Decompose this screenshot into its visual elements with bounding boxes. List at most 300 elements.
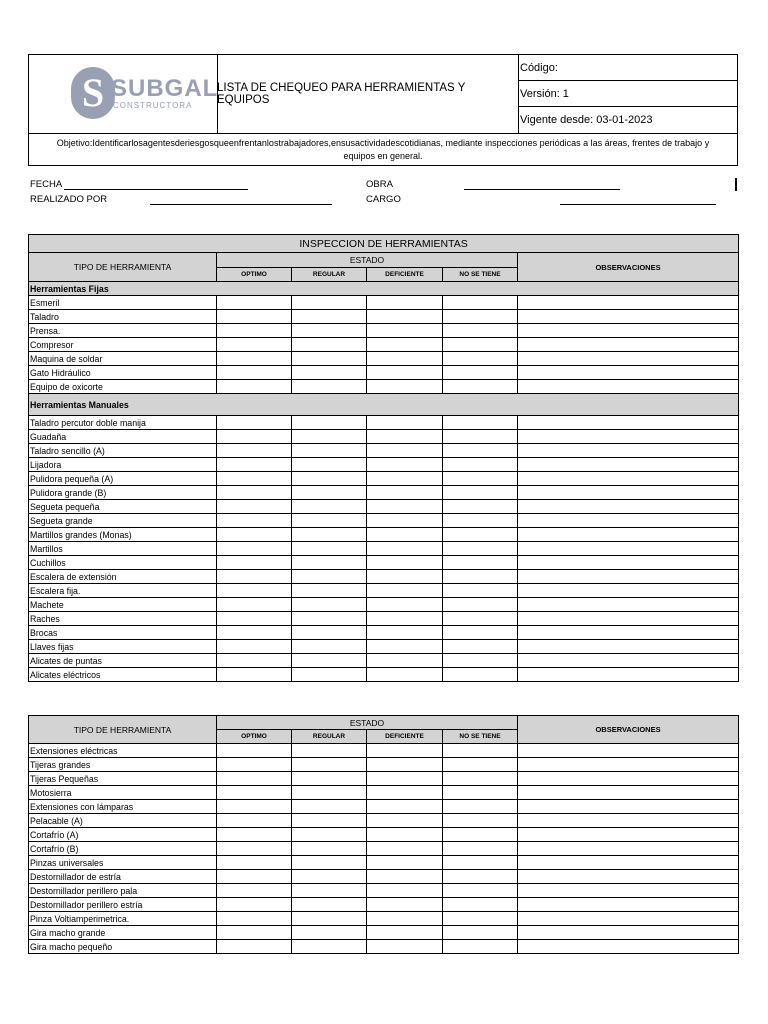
deficiente-cell[interactable] — [367, 380, 443, 394]
table-row — [29, 584, 739, 598]
cargo-label: CARGO — [366, 194, 401, 205]
no-se-tiene-cell[interactable] — [443, 668, 518, 682]
table-row — [29, 324, 739, 338]
no-se-tiene-cell[interactable] — [443, 444, 518, 458]
observaciones-cell[interactable] — [518, 556, 739, 570]
tool-name-cell: Cortafrío (B) — [29, 842, 217, 856]
tool-name-cell: Martillos grandes (Monas) — [29, 528, 217, 542]
table-row — [29, 366, 739, 380]
deficiente-cell[interactable] — [367, 296, 443, 310]
no-se-tiene-cell[interactable] — [443, 758, 518, 772]
deficiente-cell[interactable] — [367, 626, 443, 640]
tool-name-cell: Extensiones eléctricas — [29, 744, 217, 758]
section-row — [29, 394, 739, 416]
observaciones-cell[interactable] — [518, 772, 739, 786]
optimo-cell[interactable] — [217, 296, 292, 310]
deficiente-cell[interactable] — [367, 898, 443, 912]
observaciones-cell[interactable] — [518, 380, 739, 394]
optimo-cell[interactable] — [217, 800, 292, 814]
regular-cell[interactable] — [292, 786, 367, 800]
deficiente-cell[interactable] — [367, 912, 443, 926]
optimo-cell[interactable] — [217, 758, 292, 772]
observaciones-cell[interactable] — [518, 940, 739, 954]
regular-cell[interactable] — [292, 598, 367, 612]
regular-cell[interactable] — [292, 814, 367, 828]
tool-name-cell: Alicates eléctricos — [29, 668, 217, 682]
no-se-tiene-cell[interactable] — [443, 772, 518, 786]
regular-cell[interactable] — [292, 542, 367, 556]
deficiente-cell[interactable] — [367, 542, 443, 556]
observaciones-cell[interactable] — [518, 458, 739, 472]
observaciones-cell[interactable] — [518, 758, 739, 772]
deficiente-cell[interactable] — [367, 842, 443, 856]
no-se-tiene-cell[interactable] — [443, 416, 518, 430]
observaciones-cell[interactable] — [518, 584, 739, 598]
no-se-tiene-cell[interactable] — [443, 940, 518, 954]
obra-label: OBRA — [366, 179, 393, 190]
deficiente-cell[interactable] — [367, 500, 443, 514]
optimo-cell[interactable] — [217, 772, 292, 786]
table-row — [29, 338, 739, 352]
deficiente-cell[interactable] — [367, 352, 443, 366]
optimo-cell[interactable] — [217, 458, 292, 472]
company-logo — [71, 67, 219, 119]
regular-cell[interactable] — [292, 758, 367, 772]
regular-cell[interactable] — [292, 380, 367, 394]
regular-cell[interactable] — [292, 500, 367, 514]
optimo-cell[interactable] — [217, 898, 292, 912]
no-se-tiene-cell[interactable] — [443, 898, 518, 912]
tool-name-cell: Lijadora — [29, 458, 217, 472]
estado-optimo-header: OPTIMO — [217, 268, 292, 282]
estado-optimo-header-2: OPTIMO — [217, 730, 292, 744]
deficiente-cell[interactable] — [367, 870, 443, 884]
section-fijas-label: Herramientas Fijas — [29, 282, 739, 296]
no-se-tiene-cell[interactable] — [443, 626, 518, 640]
col-estado-header-2: ESTADO — [217, 716, 518, 730]
regular-cell[interactable] — [292, 654, 367, 668]
deficiente-cell[interactable] — [367, 640, 443, 654]
deficiente-cell[interactable] — [367, 310, 443, 324]
observaciones-cell[interactable] — [518, 744, 739, 758]
table-row — [29, 296, 739, 310]
optimo-cell[interactable] — [217, 828, 292, 842]
optimo-cell[interactable] — [217, 584, 292, 598]
deficiente-cell[interactable] — [367, 654, 443, 668]
tool-name-cell: Raches — [29, 612, 217, 626]
table-row — [29, 814, 739, 828]
no-se-tiene-cell[interactable] — [443, 640, 518, 654]
tool-name-cell: Pinza Voltiamperimetrica. — [29, 912, 217, 926]
tool-name-cell: Cortafrío (A) — [29, 828, 217, 842]
observaciones-cell[interactable] — [518, 598, 739, 612]
observaciones-cell[interactable] — [518, 814, 739, 828]
inspection-table-1 — [28, 234, 739, 682]
observaciones-cell[interactable] — [518, 668, 739, 682]
deficiente-cell[interactable] — [367, 772, 443, 786]
table-row — [29, 416, 739, 430]
fecha-label: FECHA — [30, 179, 63, 190]
regular-cell[interactable] — [292, 870, 367, 884]
observaciones-cell[interactable] — [518, 338, 739, 352]
regular-cell[interactable] — [292, 898, 367, 912]
tool-name-cell: Destornillador perillero estría — [29, 898, 217, 912]
realizado-input-line[interactable] — [150, 204, 332, 205]
no-se-tiene-cell[interactable] — [443, 584, 518, 598]
no-se-tiene-cell[interactable] — [443, 786, 518, 800]
observaciones-cell[interactable] — [518, 856, 739, 870]
tool-name-cell: Pinzas universales — [29, 856, 217, 870]
no-se-tiene-cell[interactable] — [443, 598, 518, 612]
observaciones-cell[interactable] — [518, 352, 739, 366]
no-se-tiene-cell[interactable] — [443, 654, 518, 668]
no-se-tiene-cell[interactable] — [443, 912, 518, 926]
col-obs-header-2: OBSERVACIONES — [518, 716, 739, 744]
table-row — [29, 870, 739, 884]
optimo-cell[interactable] — [217, 926, 292, 940]
observaciones-cell[interactable] — [518, 430, 739, 444]
tool-name-cell: Segueta grande — [29, 514, 217, 528]
observaciones-cell[interactable] — [518, 870, 739, 884]
regular-cell[interactable] — [292, 856, 367, 870]
estado-nosetiene-header-2: NO SE TIENE — [443, 730, 518, 744]
table-row — [29, 856, 739, 870]
no-se-tiene-cell[interactable] — [443, 310, 518, 324]
optimo-cell[interactable] — [217, 444, 292, 458]
no-se-tiene-cell[interactable] — [443, 338, 518, 352]
deficiente-cell[interactable] — [367, 856, 443, 870]
table-row — [29, 640, 739, 654]
table-row — [29, 786, 739, 800]
optimo-cell[interactable] — [217, 612, 292, 626]
tool-name-cell: Martillos — [29, 542, 217, 556]
optimo-cell[interactable] — [217, 486, 292, 500]
tool-name-cell: Maquina de soldar — [29, 352, 217, 366]
deficiente-cell[interactable] — [367, 366, 443, 380]
tool-name-cell: Tijeras Pequeñas — [29, 772, 217, 786]
tool-name-cell: Alicates de puntas — [29, 654, 217, 668]
optimo-cell[interactable] — [217, 310, 292, 324]
regular-cell[interactable] — [292, 744, 367, 758]
fecha-input-line[interactable] — [64, 189, 248, 190]
regular-cell[interactable] — [292, 940, 367, 954]
regular-cell[interactable] — [292, 324, 367, 338]
optimo-cell[interactable] — [217, 556, 292, 570]
observaciones-cell[interactable] — [518, 296, 739, 310]
estado-regular-header: REGULAR — [292, 268, 367, 282]
regular-cell[interactable] — [292, 912, 367, 926]
regular-cell[interactable] — [292, 486, 367, 500]
table-row — [29, 514, 739, 528]
optimo-cell[interactable] — [217, 912, 292, 926]
no-se-tiene-cell[interactable] — [443, 828, 518, 842]
optimo-cell[interactable] — [217, 940, 292, 954]
table-row — [29, 800, 739, 814]
estado-deficiente-header-2: DEFICIENTE — [367, 730, 443, 744]
table-row — [29, 758, 739, 772]
regular-cell[interactable] — [292, 366, 367, 380]
observaciones-cell[interactable] — [518, 884, 739, 898]
no-se-tiene-cell[interactable] — [443, 926, 518, 940]
observaciones-cell[interactable] — [518, 444, 739, 458]
table-row — [29, 668, 739, 682]
optimo-cell[interactable] — [217, 500, 292, 514]
observaciones-cell[interactable] — [518, 310, 739, 324]
deficiente-cell[interactable] — [367, 486, 443, 500]
observaciones-cell[interactable] — [518, 500, 739, 514]
observaciones-cell[interactable] — [518, 542, 739, 556]
tool-name-cell: Taladro — [29, 310, 217, 324]
observaciones-cell[interactable] — [518, 612, 739, 626]
regular-cell[interactable] — [292, 458, 367, 472]
no-se-tiene-cell[interactable] — [443, 542, 518, 556]
form-header — [28, 54, 738, 134]
regular-cell[interactable] — [292, 352, 367, 366]
observaciones-cell[interactable] — [518, 654, 739, 668]
tool-name-cell: Cuchillos — [29, 556, 217, 570]
optimo-cell[interactable] — [217, 430, 292, 444]
no-se-tiene-cell[interactable] — [443, 486, 518, 500]
no-se-tiene-cell[interactable] — [443, 814, 518, 828]
optimo-cell[interactable] — [217, 366, 292, 380]
deficiente-cell[interactable] — [367, 324, 443, 338]
table-row — [29, 626, 739, 640]
table-row — [29, 612, 739, 626]
tool-name-cell: Guadaña — [29, 430, 217, 444]
col-obs-header: OBSERVACIONES — [518, 253, 739, 282]
observaciones-cell[interactable] — [518, 898, 739, 912]
table-row — [29, 542, 739, 556]
regular-cell[interactable] — [292, 926, 367, 940]
table-row — [29, 458, 739, 472]
col-estado-header: ESTADO — [217, 253, 518, 268]
no-se-tiene-cell[interactable] — [443, 296, 518, 310]
deficiente-cell[interactable] — [367, 430, 443, 444]
optimo-cell[interactable] — [217, 814, 292, 828]
tool-name-cell: Escalera fija. — [29, 584, 217, 598]
no-se-tiene-cell[interactable] — [443, 380, 518, 394]
optimo-cell[interactable] — [217, 416, 292, 430]
deficiente-cell[interactable] — [367, 786, 443, 800]
tool-name-cell: Extensiones con lámparas — [29, 800, 217, 814]
optimo-cell[interactable] — [217, 842, 292, 856]
no-se-tiene-cell[interactable] — [443, 870, 518, 884]
optimo-cell[interactable] — [217, 640, 292, 654]
table-row — [29, 310, 739, 324]
table-row — [29, 744, 739, 758]
no-se-tiene-cell[interactable] — [443, 744, 518, 758]
optimo-cell[interactable] — [217, 542, 292, 556]
no-se-tiene-cell[interactable] — [443, 458, 518, 472]
observaciones-cell[interactable] — [518, 528, 739, 542]
deficiente-cell[interactable] — [367, 458, 443, 472]
vigente-field: Vigente desde: 03-01-2023 — [520, 114, 653, 126]
deficiente-cell[interactable] — [367, 926, 443, 940]
deficiente-cell[interactable] — [367, 444, 443, 458]
observaciones-cell[interactable] — [518, 486, 739, 500]
table-row — [29, 486, 739, 500]
no-se-tiene-cell[interactable] — [443, 570, 518, 584]
estado-deficiente-header: DEFICIENTE — [367, 268, 443, 282]
tool-name-cell: Motosierra — [29, 786, 217, 800]
tool-name-cell: Gira macho grande — [29, 926, 217, 940]
observaciones-cell[interactable] — [518, 324, 739, 338]
table-row — [29, 570, 739, 584]
regular-cell[interactable] — [292, 640, 367, 654]
no-se-tiene-cell[interactable] — [443, 500, 518, 514]
deficiente-cell[interactable] — [367, 598, 443, 612]
optimo-cell[interactable] — [217, 324, 292, 338]
col-tipo-header-2: TIPO DE HERRAMIENTA — [29, 716, 217, 744]
optimo-cell[interactable] — [217, 626, 292, 640]
optimo-cell[interactable] — [217, 870, 292, 884]
regular-cell[interactable] — [292, 556, 367, 570]
optimo-cell[interactable] — [217, 514, 292, 528]
table-row — [29, 556, 739, 570]
no-se-tiene-cell[interactable] — [443, 884, 518, 898]
deficiente-cell[interactable] — [367, 338, 443, 352]
optimo-cell[interactable] — [217, 668, 292, 682]
optimo-cell[interactable] — [217, 352, 292, 366]
table-row — [29, 598, 739, 612]
cargo-input-line[interactable] — [560, 204, 716, 205]
no-se-tiene-cell[interactable] — [443, 324, 518, 338]
version-field: Versión: 1 — [518, 81, 737, 107]
no-se-tiene-cell[interactable] — [443, 352, 518, 366]
optimo-cell[interactable] — [217, 744, 292, 758]
regular-cell[interactable] — [292, 884, 367, 898]
observaciones-cell[interactable] — [518, 800, 739, 814]
deficiente-cell[interactable] — [367, 744, 443, 758]
tool-name-cell: Taladro sencillo (A) — [29, 444, 217, 458]
deficiente-cell[interactable] — [367, 828, 443, 842]
deficiente-cell[interactable] — [367, 940, 443, 954]
no-se-tiene-cell[interactable] — [443, 514, 518, 528]
tool-name-cell: Destornillador perillero pala — [29, 884, 217, 898]
observaciones-cell[interactable] — [518, 514, 739, 528]
observaciones-cell[interactable] — [518, 842, 739, 856]
tool-name-cell: Pelacable (A) — [29, 814, 217, 828]
observaciones-cell[interactable] — [518, 472, 739, 486]
tool-name-cell: Esmeril — [29, 296, 217, 310]
document-title: LISTA DE CHEQUEO PARA HERRAMIENTAS Y EQUIPOS — [217, 55, 519, 133]
regular-cell[interactable] — [292, 800, 367, 814]
regular-cell[interactable] — [292, 310, 367, 324]
codigo-field: Código: — [518, 55, 737, 81]
tool-name-cell: Escalera de extensión — [29, 570, 217, 584]
deficiente-cell[interactable] — [367, 570, 443, 584]
observaciones-cell[interactable] — [518, 640, 739, 654]
deficiente-cell[interactable] — [367, 612, 443, 626]
estado-regular-header-2: REGULAR — [292, 730, 367, 744]
optimo-cell[interactable] — [217, 786, 292, 800]
optimo-cell[interactable] — [217, 598, 292, 612]
no-se-tiene-cell[interactable] — [443, 472, 518, 486]
no-se-tiene-cell[interactable] — [443, 856, 518, 870]
regular-cell[interactable] — [292, 528, 367, 542]
obra-input-line[interactable] — [464, 189, 620, 190]
inspection-table-2 — [28, 715, 739, 954]
observaciones-cell[interactable] — [518, 926, 739, 940]
regular-cell[interactable] — [292, 772, 367, 786]
table-row — [29, 828, 739, 842]
regular-cell[interactable] — [292, 584, 367, 598]
deficiente-cell[interactable] — [367, 668, 443, 682]
optimo-cell[interactable] — [217, 338, 292, 352]
observaciones-cell[interactable] — [518, 570, 739, 584]
optimo-cell[interactable] — [217, 884, 292, 898]
regular-cell[interactable] — [292, 612, 367, 626]
tool-name-cell: Brocas — [29, 626, 217, 640]
no-se-tiene-cell[interactable] — [443, 800, 518, 814]
regular-cell[interactable] — [292, 570, 367, 584]
no-se-tiene-cell[interactable] — [443, 366, 518, 380]
tool-name-cell: Equipo de oxicorte — [29, 380, 217, 394]
table-row — [29, 772, 739, 786]
regular-cell[interactable] — [292, 668, 367, 682]
deficiente-cell[interactable] — [367, 584, 443, 598]
observaciones-cell[interactable] — [518, 366, 739, 380]
regular-cell[interactable] — [292, 626, 367, 640]
realizado-label: REALIZADO POR — [30, 194, 108, 205]
deficiente-cell[interactable] — [367, 472, 443, 486]
optimo-cell[interactable] — [217, 380, 292, 394]
regular-cell[interactable] — [292, 296, 367, 310]
regular-cell[interactable] — [292, 338, 367, 352]
regular-cell[interactable] — [292, 444, 367, 458]
optimo-cell[interactable] — [217, 570, 292, 584]
deficiente-cell[interactable] — [367, 556, 443, 570]
regular-cell[interactable] — [292, 416, 367, 430]
no-se-tiene-cell[interactable] — [443, 842, 518, 856]
deficiente-cell[interactable] — [367, 800, 443, 814]
optimo-cell[interactable] — [217, 654, 292, 668]
no-se-tiene-cell[interactable] — [443, 430, 518, 444]
deficiente-cell[interactable] — [367, 514, 443, 528]
observaciones-cell[interactable] — [518, 786, 739, 800]
deficiente-cell[interactable] — [367, 758, 443, 772]
no-se-tiene-cell[interactable] — [443, 528, 518, 542]
deficiente-cell[interactable] — [367, 884, 443, 898]
optimo-cell[interactable] — [217, 472, 292, 486]
regular-cell[interactable] — [292, 514, 367, 528]
observaciones-cell[interactable] — [518, 416, 739, 430]
regular-cell[interactable] — [292, 828, 367, 842]
optimo-cell[interactable] — [217, 528, 292, 542]
regular-cell[interactable] — [292, 430, 367, 444]
no-se-tiene-cell[interactable] — [443, 556, 518, 570]
estado-nosetiene-header: NO SE TIENE — [443, 268, 518, 282]
text-cursor — [735, 178, 737, 191]
regular-cell[interactable] — [292, 472, 367, 486]
observaciones-cell[interactable] — [518, 912, 739, 926]
tool-name-cell: Taladro percutor doble manija — [29, 416, 217, 430]
optimo-cell[interactable] — [217, 856, 292, 870]
deficiente-cell[interactable] — [367, 528, 443, 542]
deficiente-cell[interactable] — [367, 416, 443, 430]
table-row — [29, 380, 739, 394]
no-se-tiene-cell[interactable] — [443, 612, 518, 626]
inspection-title: INSPECCION DE HERRAMIENTAS — [29, 235, 739, 253]
table-row — [29, 528, 739, 542]
tool-name-cell: Llaves fijas — [29, 640, 217, 654]
observaciones-cell[interactable] — [518, 828, 739, 842]
regular-cell[interactable] — [292, 842, 367, 856]
deficiente-cell[interactable] — [367, 814, 443, 828]
tool-name-cell: Pulidora grande (B) — [29, 486, 217, 500]
section-manuales-label: Herramientas Manuales — [29, 394, 739, 416]
observaciones-cell[interactable] — [518, 626, 739, 640]
